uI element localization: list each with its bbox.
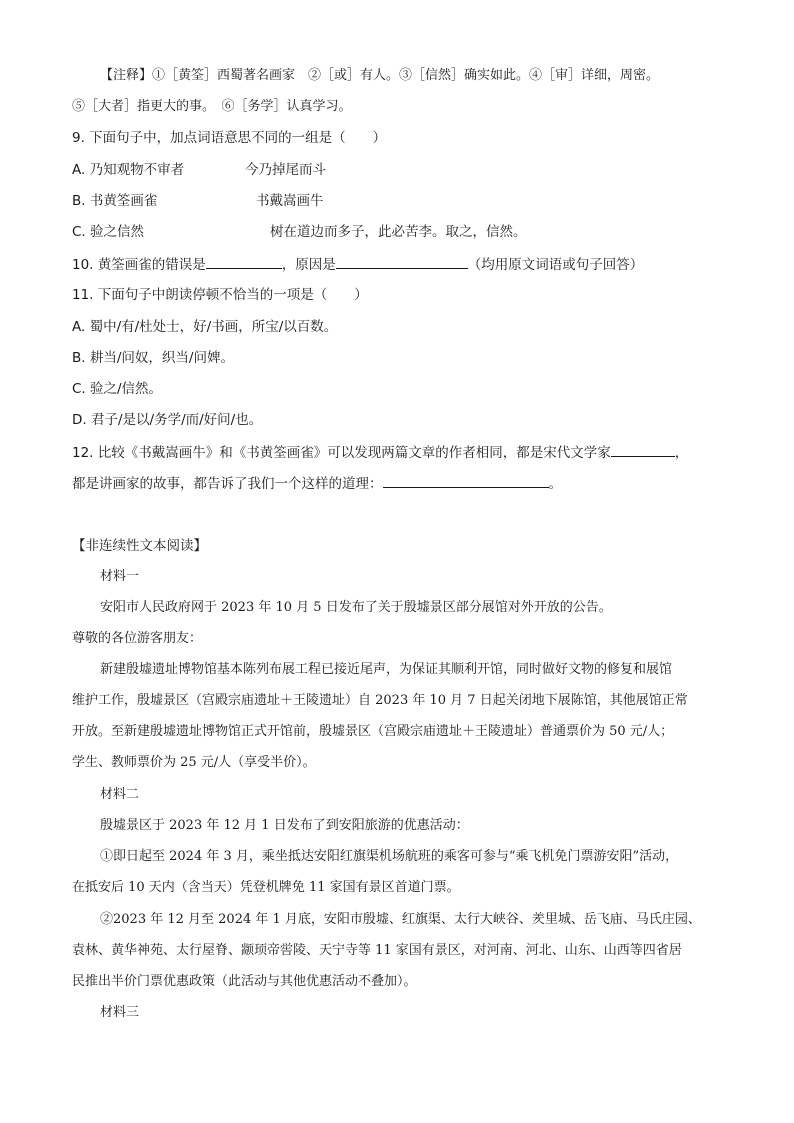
option-c-right: 树在道边而多子，此必苦李。取之，信然。 — [270, 224, 527, 240]
material-1-paragraph-line-3: 开放。至新建殷墟遗址博物馆正式开馆前，殷墟景区（宫殿宗庙遗址＋王陵遗址）普通票价为 50 元/人； — [72, 724, 674, 739]
section-title: 【非连续性文本阅读】 — [72, 538, 207, 554]
answer-blank-error[interactable] — [206, 254, 282, 269]
material-1-heading: 材料一 — [100, 569, 140, 584]
material-2-item-2-line-1: ②2023 年 12 月至 2024 年 1 月底，安阳市殷墟、红旗渠、太行大峡谷、羑里城、岳飞庙、马氏庄园、 — [100, 912, 701, 927]
question-11-option-b: B. 耕当/问奴，织当/问婢。 — [72, 350, 234, 366]
option-a-left: A. 乃知观物不审者 — [72, 162, 185, 178]
question-11-stem: 11. 下面句子中朗读停顿不恰当的一项是（ ） — [72, 287, 368, 303]
question-11-option-d: D. 君子/是以/务学/而/好问/也。 — [72, 412, 263, 428]
question-9-option-b — [72, 191, 734, 211]
answer-blank-author[interactable] — [611, 442, 675, 457]
material-1-paragraph-line-1: 新建殷墟遗址博物馆基本陈列布展工程已接近尾声，为保证其顺利开馆，同时做好文物的修复和展馆 — [100, 662, 673, 677]
question-9-stem: 9. 下面句子中，加点词语意思不同的一组是（ ） — [72, 130, 387, 146]
question-12-part-3: 都是讲画家的故事，都告诉了我们一个这样的道理： — [72, 476, 383, 492]
question-10-part-3: （均用原文词语或句子回答） — [467, 257, 644, 273]
question-10-part-2: ，原因是 — [281, 257, 336, 273]
material-2-heading: 材料二 — [100, 787, 140, 802]
material-2-item-2-line-3: 民推出半价门票优惠政策（此活动与其他优惠活动不叠加）。 — [72, 974, 417, 989]
question-12-line-1 — [72, 442, 734, 463]
question-12-part-1: 12. 比较《书戴嵩画牛》和《书黄筌画雀》可以发现两篇文章的作者相同，都是宋代文学家 — [72, 445, 611, 461]
material-1-paragraph-line-2: 维护工作，殷墟景区（宫殿宗庙遗址＋王陵遗址）自 2023 年 10 月 7 日起关闭地下展陈馆，其他展馆正常 — [72, 693, 688, 708]
note-line-2: ⑤［大者］指更大的事。 ⑥［务学］认真学习。 — [72, 99, 352, 114]
material-2-item-1-line-1: ①即日起至 2024 年 3 月，乘坐抵达安阳红旗渠机场航班的乘客可参与“乘飞机免门票游安阳”活动， — [100, 849, 679, 864]
answer-blank-reason[interactable] — [336, 254, 468, 269]
question-10 — [72, 254, 734, 275]
option-a-right: 今乃掉尾而斗 — [245, 162, 326, 178]
material-1-intro: 安阳市人民政府网于 2023 年 10 月 5 日发布了关于殷墟景区部分展馆对外开放的公告。 — [100, 600, 612, 615]
question-12-part-2: ， — [674, 445, 689, 461]
option-b-left: B. 书黄筌画雀 — [72, 193, 158, 209]
question-12-line-2 — [72, 473, 734, 494]
question-12-part-4: 。 — [548, 476, 562, 492]
question-11-option-a: A. 蜀中/有/杜处士，好/书画，所宝/以百数。 — [72, 319, 338, 335]
note-line-1: 【注释】①［黄筌］西蜀著名画家 ②［或］有人。③［信然］确实如此。④［审］详细，周密。 — [100, 68, 660, 83]
question-10-part-1: 10. 黄筌画雀的错误是 — [72, 257, 206, 273]
option-c-left: C. 验之信然 — [72, 224, 145, 240]
answer-blank-lesson[interactable] — [383, 473, 549, 488]
material-1-paragraph-line-4: 学生、教师票价为 25 元/人（享受半价）。 — [72, 755, 316, 770]
question-11-option-c: C. 验之/信然。 — [72, 381, 163, 397]
material-2-item-2-line-2: 袁林、黄华神苑、太行屋脊、颛顼帝喾陵、天宁寺等 11 家国有景区，对河南、河北、山东、山西等四省居 — [72, 943, 682, 958]
material-3-heading: 材料三 — [100, 1005, 140, 1020]
material-1-greeting: 尊敬的各位游客朋友： — [72, 631, 203, 646]
question-9-option-a — [72, 160, 734, 180]
material-2-item-1-line-2: 在抵安后 10 天内（含当天）凭登机牌免 11 家国有景区首道门票。 — [72, 880, 460, 895]
option-b-right: 书戴嵩画牛 — [256, 193, 324, 209]
question-9-option-c — [72, 222, 734, 242]
material-2-intro: 殷墟景区于 2023 年 12 月 1 日发布了到安阳旅游的优惠活动： — [100, 818, 469, 833]
